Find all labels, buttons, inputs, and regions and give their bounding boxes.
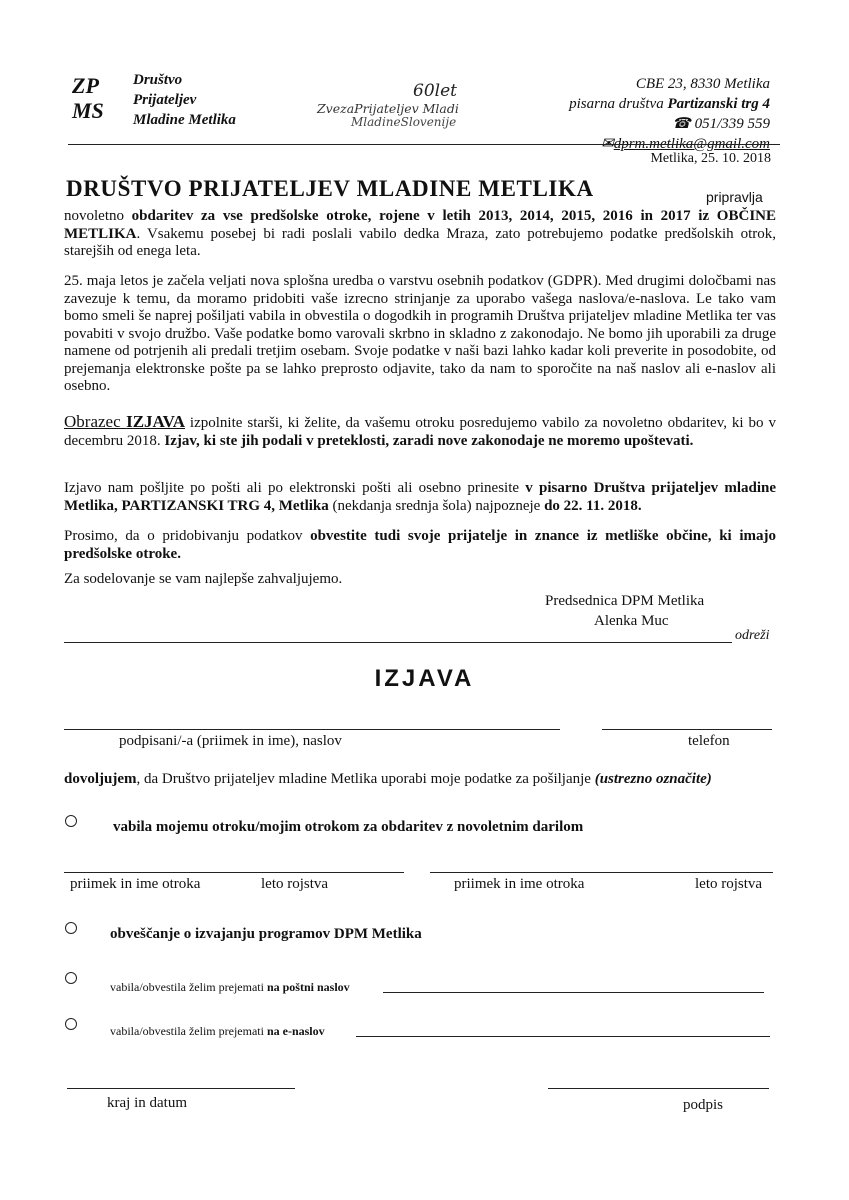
child-2-name-label: priimek in ime otroka bbox=[454, 876, 585, 892]
signature-label: podpis bbox=[683, 1097, 724, 1113]
p3-obrazec: Obrazec bbox=[64, 412, 127, 431]
child-1-name-label: priimek in ime otroka bbox=[70, 876, 201, 892]
p4-deadline: do 22. 11. 2018. bbox=[544, 497, 642, 514]
consent-statement bbox=[64, 771, 779, 788]
place-date-label: kraj in datum bbox=[107, 1095, 187, 1111]
paragraph-5 bbox=[64, 528, 776, 563]
postal-address-field[interactable] bbox=[383, 992, 764, 993]
p1-text-a: novoletno bbox=[64, 208, 132, 224]
p4-text-bold: v pisarno Društva prijateljev mladine Metlika, PARTIZANSKI TRG 4, Metlika bbox=[64, 480, 776, 514]
option-postal-prefix: vabila/obvestila želim prejemati bbox=[110, 980, 267, 994]
name-address-field[interactable] bbox=[64, 729, 560, 730]
paragraph-4 bbox=[64, 480, 776, 515]
signature-role: Predsednica DPM Metlika bbox=[545, 593, 705, 609]
logo-zveza-text: ZvezaPrijateljev Mladi bbox=[317, 101, 459, 116]
phone-field[interactable] bbox=[602, 729, 772, 730]
option-programs-label: obveščanje o izvajanju programov DPM Metlika bbox=[110, 926, 422, 942]
place-date-field[interactable] bbox=[67, 1088, 295, 1089]
signature-field[interactable] bbox=[548, 1088, 769, 1089]
phone-number: 051/339 559 bbox=[694, 116, 770, 132]
option-email-radio[interactable] bbox=[65, 1018, 77, 1030]
header-divider bbox=[68, 144, 780, 145]
cut-label: odreži bbox=[735, 628, 770, 643]
p3-text-c: izpolnite starši, ki želite, da vašemu otroku posredujemo vabilo za novoletno obdaritev, ki bo v decembru 2018. bbox=[64, 415, 776, 449]
consent-instruction: (ustrezno označite) bbox=[594, 771, 712, 787]
p4-text-a: Izjavo nam pošljite po pošti ali po elektronski pošti ali osebno prinesite bbox=[64, 480, 526, 496]
paragraph-2-gdpr: 25. maja letos je začela veljati nova splošna uredba o varstvu osebnih podatkov (GDPR). Med drugimi določbami nas zavezuje k temu, da moramo pridobiti vaše izrecno strinjanje za uporabo vašega naslova/e-naslova. Le tako vam bomo smeli še naprej pošiljati vabila in obvestila o dogodkih in programih Društva prijateljev mladine Metlika ter vas povabiti v svojo družbo. Vaše podatke bomo varovali skrbno in skladno z zakonodajo. Ne bomo jih uporabili za druge namene od potrjenih ali predali tretjim osebam. Svoje podatke v naši bazi lahko kadar koli preverite in posodobite, od prejemanja elektronske pošte pa se lahko preprosto odjavite, tako da nam to sporočite na naš naslov ali e-naslov ali osebno. bbox=[64, 273, 776, 394]
signature-name: Alenka Muc bbox=[594, 613, 669, 629]
p5-text-a: Prosimo, da o pridobivanju podatkov bbox=[64, 528, 311, 544]
org-name-line-1: Društvo bbox=[133, 72, 183, 88]
phone-line bbox=[569, 114, 770, 134]
phone-icon: ☎ bbox=[672, 116, 691, 132]
p3-izjava: IZJAVA bbox=[126, 412, 185, 431]
option-email-prefix: vabila/obvestila želim prejemati bbox=[110, 1024, 267, 1038]
child-2-field[interactable] bbox=[430, 872, 773, 873]
address-line: CBE 23, 8330 Metlika bbox=[635, 76, 770, 92]
letter-title-tail: pripravlja bbox=[706, 189, 763, 205]
option-postal-label bbox=[110, 980, 350, 995]
p1-text-bold: obdaritev za vse predšolske otroke, rojene v letih 2013, 2014, 2015, 2016 in 2017 iz OBČINE METLIKA bbox=[64, 208, 776, 242]
logo-line-2: MS bbox=[72, 98, 104, 123]
consent-text: , da Društvo prijateljev mladine Metlika uporabi moje podatke za pošiljanje bbox=[136, 771, 595, 787]
option-gifts-label: vabila mojemu otroku/mojim otrokom za obdaritev z novoletnim darilom bbox=[113, 819, 584, 835]
email-address[interactable]: dprm.metlika@gmail.com bbox=[613, 136, 770, 152]
p3-text-bold: Izjav, ki ste jih podali v preteklosti, zaradi nove zakonodaje ne moremo upoštevati. bbox=[164, 432, 694, 449]
cut-line bbox=[64, 642, 732, 643]
logo-line-1: ZP bbox=[72, 73, 99, 98]
phone-label: telefon bbox=[688, 733, 730, 749]
child-2-year-label: leto rojstva bbox=[695, 876, 763, 892]
consent-bold: dovoljujem bbox=[64, 771, 137, 787]
zpms-logo bbox=[72, 73, 104, 123]
zpms-60-years-logo-art bbox=[313, 80, 493, 130]
p5-text-bold: obvestite tudi svoje prijatelje in znance iz metliške občine, ki imajo predšolske otroke. bbox=[64, 528, 776, 562]
email-address-field[interactable] bbox=[356, 1036, 770, 1037]
name-address-label: podpisani/-a (priimek in ime), naslov bbox=[119, 733, 342, 749]
paragraph-3 bbox=[64, 413, 776, 450]
child-1-year-label: leto rojstva bbox=[261, 876, 329, 892]
contact-block bbox=[569, 74, 770, 154]
office-prefix: pisarna društva bbox=[569, 96, 668, 112]
org-name-line-3: Mladine Metlika bbox=[133, 112, 236, 128]
option-postal-radio[interactable] bbox=[65, 972, 77, 984]
letter-title: DRUŠTVO PRIJATELJEV MLADINE METLIKA bbox=[66, 176, 594, 201]
form-title: IZJAVA bbox=[374, 665, 475, 692]
letter-date: Metlika, 25. 10. 2018 bbox=[650, 151, 771, 166]
paragraph-6: Za sodelovanje se vam najlepše zahvaljujemo. bbox=[64, 571, 343, 587]
option-postal-bold: na poštni naslov bbox=[266, 980, 350, 994]
option-email-bold: na e-naslov bbox=[266, 1024, 325, 1038]
office-line bbox=[569, 94, 770, 114]
p1-text-c: . Vsakemu posebej bi radi poslali vabilo dedka Mraza, zato potrebujemo podatke predšolskih otrok, starejših od enega leta. bbox=[64, 225, 776, 259]
p4-text-c: (nekdanja srednja šola) najpozneje bbox=[328, 497, 545, 514]
paragraph-1 bbox=[64, 208, 776, 261]
logo-60let-text: 60let bbox=[413, 81, 457, 101]
office-address: Partizanski trg 4 bbox=[667, 96, 770, 112]
zpms-60-years-logo bbox=[313, 80, 493, 130]
option-email-label bbox=[110, 1024, 325, 1039]
envelope-icon: ✉ bbox=[601, 136, 614, 152]
option-gifts-radio[interactable] bbox=[65, 815, 77, 827]
org-name-line-2: Prijateljev bbox=[133, 92, 197, 108]
logo-slovenije-text: MladineSlovenije bbox=[351, 115, 457, 129]
child-1-field[interactable] bbox=[64, 872, 404, 873]
org-name bbox=[133, 70, 236, 130]
option-programs-radio[interactable] bbox=[65, 922, 77, 934]
